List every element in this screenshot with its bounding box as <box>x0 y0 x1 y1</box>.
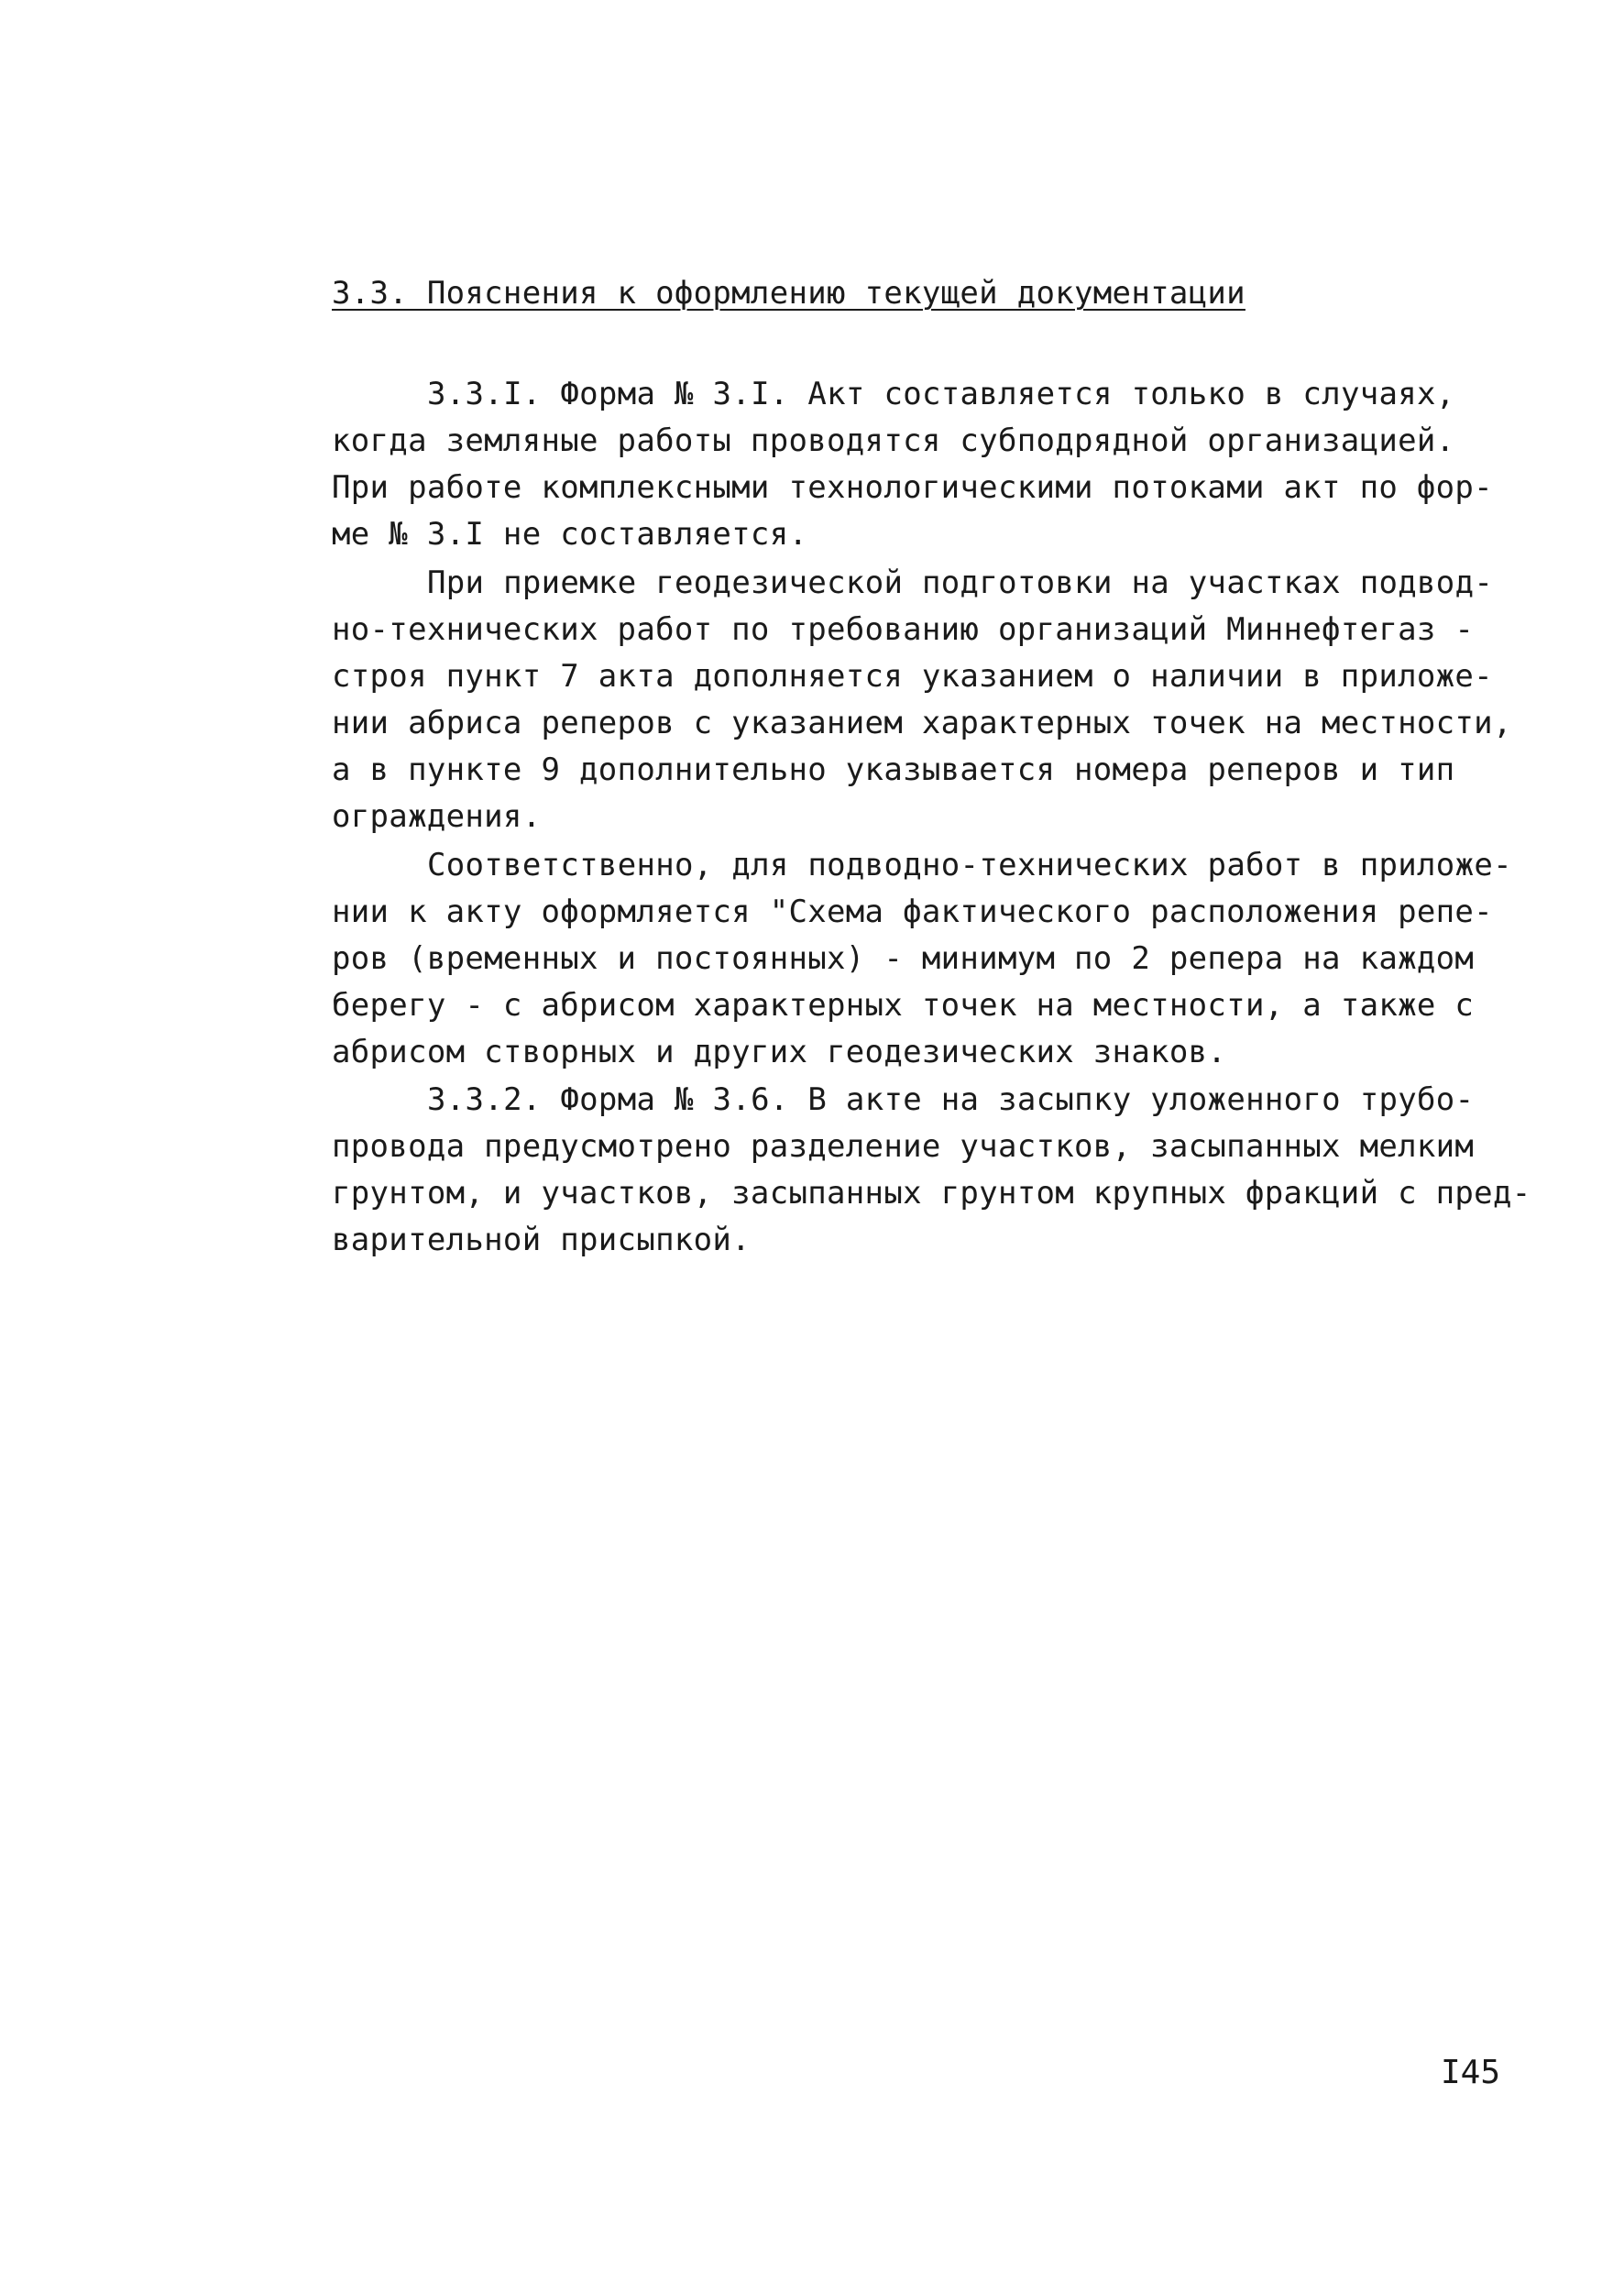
paragraph-line-9: а в пункте 9 дополнительно указывается номера реперов и тип <box>332 751 1455 788</box>
paragraph-line-2: когда земляные работы проводятся субподрядной организацией. <box>332 422 1455 459</box>
section-heading: 3.3. Пояснения к оформлению текущей документации <box>332 275 1245 312</box>
paragraph-line-7: строя пункт 7 акта дополняется указанием о наличии в приложе- <box>332 658 1493 695</box>
paragraph-line-1: 3.3.I. Форма № 3.I. Акт составляется только в случаях, <box>427 376 1455 412</box>
paragraph-line-3: При работе комплексными технологическими потоками акт по фор- <box>332 469 1493 506</box>
paragraph-line-6: но-технических работ по требованию организаций Миннефтегаз - <box>332 611 1475 648</box>
paragraph-line-4: ме № 3.I не составляется. <box>332 516 808 553</box>
paragraph-line-19: варительной присыпкой. <box>332 1222 751 1258</box>
paragraph-line-5: При приемке геодезической подготовки на участках подвод- <box>427 565 1494 601</box>
paragraph-line-11: Соответственно, для подводно-технических работ в приложе- <box>427 847 1512 883</box>
paragraph-line-12: нии к акту оформляется "Схема фактического расположения репе- <box>332 894 1493 930</box>
paragraph-line-18: грунтом, и участков, засыпанных грунтом крупных фракций с пред- <box>332 1175 1531 1212</box>
paragraph-line-8: нии абриса реперов с указанием характерных точек на местности, <box>332 705 1512 741</box>
paragraph-line-16: 3.3.2. Форма № 3.6. В акте на засыпку уложенного трубо- <box>427 1081 1475 1118</box>
paragraph-line-14: берегу - с абрисом характерных точек на местности, а также с <box>332 987 1475 1024</box>
paragraph-line-10: ограждения. <box>332 798 542 835</box>
page-number: I45 <box>1441 2054 1501 2091</box>
paragraph-line-13: ров (временных и постоянных) - минимум по 2 репера на каждом <box>332 940 1475 977</box>
paragraph-line-15: абрисом створных и других геодезических знаков. <box>332 1034 1227 1070</box>
paragraph-line-17: провода предусмотрено разделение участков, засыпанных мелким <box>332 1128 1475 1165</box>
